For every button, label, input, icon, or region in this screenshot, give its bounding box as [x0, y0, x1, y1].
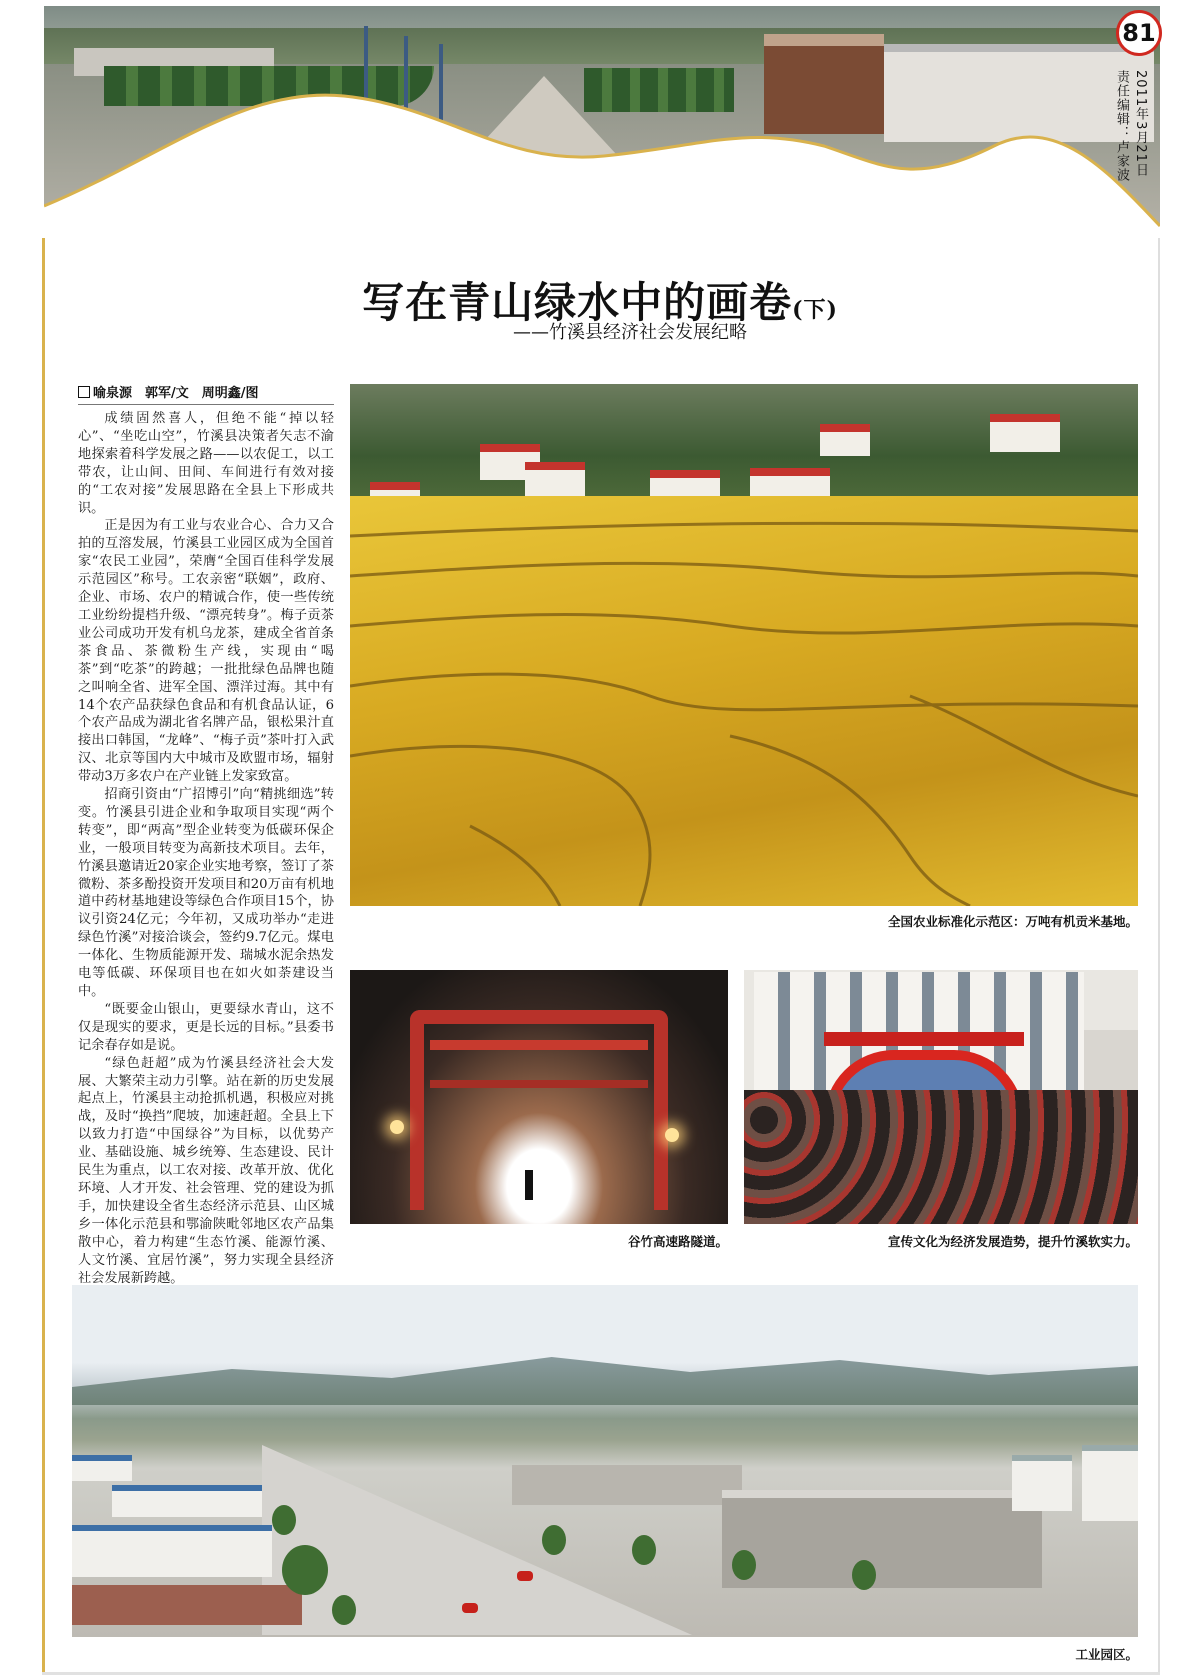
- frame-bottom-rule: [42, 1672, 1160, 1675]
- tunnel-photo-caption: 谷竹高速路隧道。: [627, 1234, 728, 1249]
- article-body: [78, 410, 334, 1340]
- article-paragraph: 招商引资由“广招博引”向“精挑细选”转变。竹溪县引进企业和争取项目实现“两个转变”，即“两高”型企业转变为低碳环保企业，一般项目转变为高新技术项目。去年，竹溪县邀请近20家企业实地考察，签订了茶微粉、茶多酚投资开发项目和20万亩有机地道中药材基地建设等绿色合作项目15个，协议引资24亿元；今年初，又成功举办“走进绿色竹溪”对接洽谈会，签约9.7亿元。煤电一体化、生物质能源开发、瑞城水泥余热发电等低碳、环保项目也在如火如荼建设当中。: [78, 787, 334, 999]
- rice-terrace-photo: [350, 384, 1138, 906]
- editor-credit: 责任编辑：卢家波: [1114, 70, 1129, 182]
- tunnel-photo: [350, 970, 728, 1224]
- issue-date: 2011年3月21日: [1133, 70, 1148, 177]
- byline-box-icon: [78, 386, 90, 398]
- article-paragraph: 成绩固然喜人，但绝不能“掉以轻心”、“坐吃山空”，竹溪县决策者矢志不渝地探索着科学发展之路——以农促工，以工带农，让山间、田间、车间进行有效对接的“工农对接”发展思路在全县上下形成共识。: [78, 411, 334, 516]
- article-paragraph: “既要金山银山，更要绿水青山，这不仅是现实的要求，更是长远的目标。”县委书记余春存如是说。: [78, 1001, 334, 1053]
- rice-photo-caption: 全国农业标准化示范区：万吨有机贡米基地。: [887, 914, 1138, 929]
- park-photo-caption: 工业园区。: [1075, 1647, 1138, 1662]
- article-title-suffix: (下): [792, 297, 838, 323]
- culture-event-photo: [744, 970, 1138, 1224]
- article-subtitle: ——竹溪县经济社会发展纪略: [513, 322, 747, 343]
- header-banner-photo: [44, 6, 1160, 238]
- frame-right-rule: [1158, 238, 1160, 1674]
- article-title-text: 写在青山绿水中的画卷: [362, 278, 793, 327]
- event-photo-caption: 宣传文化为经济发展造势，提升竹溪软实力。: [887, 1234, 1138, 1249]
- article-paragraph: 正是因为有工业与农业合心、合力又合拍的互溶发展，竹溪县工业园区成为全国首家“农民工业园”，荣膺“全国百佳科学发展示范园区”称号。工农亲密“联姻”，政府、企业、市场、农户的精诚合作，使一些传统工业纷纷提档升级、“漂亮转身”。梅子贡茶业公司成功开发有机乌龙茶，建成全省首条茶食品、茶微粉生产线，实现由“喝茶”到“吃茶”的跨越；一批批绿色品牌也随之叫响全省、进军全国、漂洋过海。其中有14个农产品获绿色食品和有机食品认证，6个农产品成为湖北省名牌产品，银松果汁直接出口韩国，“龙峰”、“梅子贡”茶叶打入武汉、北京等国内大中城市及欧盟市场，辐射带动3万多农户在产业链上发家致富。: [78, 518, 334, 785]
- page-number-badge: 81: [1116, 10, 1162, 56]
- frame-left-rule: [42, 238, 45, 1674]
- industrial-park-photo: [72, 1285, 1138, 1637]
- article-byline: [78, 382, 334, 405]
- header-side-info: [1114, 70, 1150, 182]
- byline-text: 喻泉源 郭军/文 周明鑫/图: [93, 386, 259, 401]
- article-paragraph: “绿色赶超”成为竹溪县经济社会大发展、大繁荣主动力引擎。站在新的历史发展起点上，竹溪县主动抢抓机遇，积极应对挑战，及时“换挡”爬坡，加速赶超。全县上下以致力打造“中国绿谷”为目标，以优势产业、基础设施、城乡统筹、生态建设、民计民生为重点，以工农对接、改革开放、优化环境、人才开发、社会管理、党的建设为抓手，加快建设全省生态经济示范县、山区城乡一体化示范县和鄂渝陕毗邻地区农产品集散中心，着力构建“生态竹溪、能源竹溪、人文竹溪、宜居竹溪”，努力实现全县经济社会发展新跨越。: [78, 1055, 334, 1286]
